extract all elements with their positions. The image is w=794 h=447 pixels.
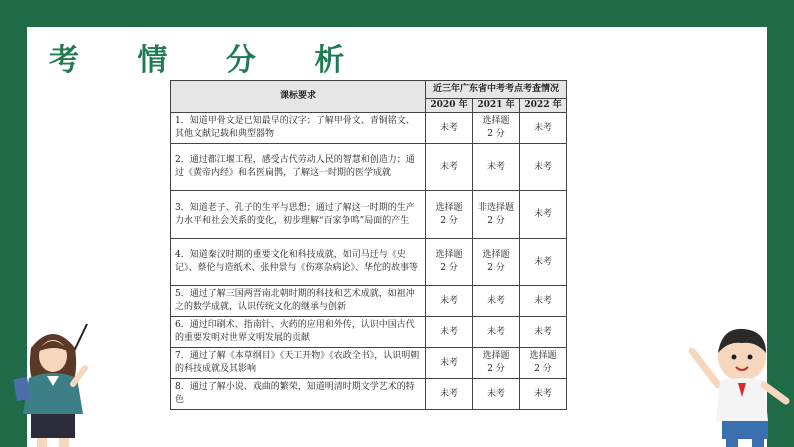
boy-icon xyxy=(682,323,794,447)
value-cell: 非选择题 2 分 xyxy=(473,191,520,239)
header-exam-group: 近三年广东省中考考点考查情况 xyxy=(426,81,567,99)
value-cell: 未考 xyxy=(520,191,567,239)
header-year-2022: 2022 年 xyxy=(520,99,567,113)
value-cell: 选择题 2 分 xyxy=(520,348,567,379)
requirement-cell: 1．知道甲骨文是已知最早的汉字；了解甲骨文、青铜铭文、其他文献记载和典型器物 xyxy=(171,113,426,144)
requirement-cell: 2．通过都江堰工程，感受古代劳动人民的智慧和创造力；通过《黄帝内经》和名医扁鹊，了解这一时期的医学成就 xyxy=(171,144,426,191)
slide-canvas xyxy=(27,27,767,447)
value-cell: 未考 xyxy=(520,239,567,286)
value-cell: 未考 xyxy=(473,144,520,191)
table-row xyxy=(171,348,567,379)
requirement-cell: 7．通过了解《本草纲目》《天工开物》《农政全书》，认识明朝的科技成就及其影响 xyxy=(171,348,426,379)
value-cell: 选择题 2 分 xyxy=(426,239,473,286)
requirement-cell: 4．知道秦汉时期的重要文化和科技成就，如司马迁与《史记》、蔡伦与造纸术、张仲景与《伤寒杂病论》、华佗的故事等 xyxy=(171,239,426,286)
value-cell: 未考 xyxy=(520,317,567,348)
requirement-cell: 8．通过了解小说、戏曲的繁荣，知道明清时期文学艺术的特色 xyxy=(171,379,426,410)
header-year-2021: 2021 年 xyxy=(473,99,520,113)
table-row xyxy=(171,379,567,410)
teacher-icon xyxy=(3,318,108,447)
requirement-cell: 3．知道老子、孔子的生平与思想；通过了解这一时期的生产力水平和社会关系的变化，初步理解“百家争鸣”局面的产生 xyxy=(171,191,426,239)
value-cell: 未考 xyxy=(426,379,473,410)
value-cell: 未考 xyxy=(520,379,567,410)
table-row xyxy=(171,113,567,144)
value-cell: 未考 xyxy=(426,144,473,191)
value-cell: 未考 xyxy=(520,286,567,317)
value-cell: 未考 xyxy=(473,379,520,410)
value-cell: 未考 xyxy=(426,348,473,379)
value-cell: 选择题 2 分 xyxy=(473,113,520,144)
table-row xyxy=(171,239,567,286)
analysis-table xyxy=(170,80,567,410)
value-cell: 未考 xyxy=(426,286,473,317)
header-requirement: 课标要求 xyxy=(171,81,426,113)
value-cell: 选择题 2 分 xyxy=(473,239,520,286)
header-year-2020: 2020 年 xyxy=(426,99,473,113)
table-row xyxy=(171,317,567,348)
value-cell: 未考 xyxy=(520,144,567,191)
table-row xyxy=(171,191,567,239)
value-cell: 未考 xyxy=(520,113,567,144)
value-cell: 未考 xyxy=(473,286,520,317)
analysis-table-wrap xyxy=(170,80,567,410)
value-cell: 未考 xyxy=(426,317,473,348)
requirement-cell: 5．通过了解三国两晋南北朝时期的科技和艺术成就，如祖冲之的数学成就，认识传统文化的继承与创新 xyxy=(171,286,426,317)
page-title: 考 情 分 析 xyxy=(49,43,369,78)
value-cell: 选择题 2 分 xyxy=(426,191,473,239)
value-cell: 未考 xyxy=(426,113,473,144)
table-row xyxy=(171,286,567,317)
value-cell: 未考 xyxy=(473,317,520,348)
table-row xyxy=(171,144,567,191)
requirement-cell: 6．通过印刷术、指南针、火药的应用和外传，认识中国古代的重要发明对世界文明发展的贡献 xyxy=(171,317,426,348)
value-cell: 选择题 2 分 xyxy=(473,348,520,379)
